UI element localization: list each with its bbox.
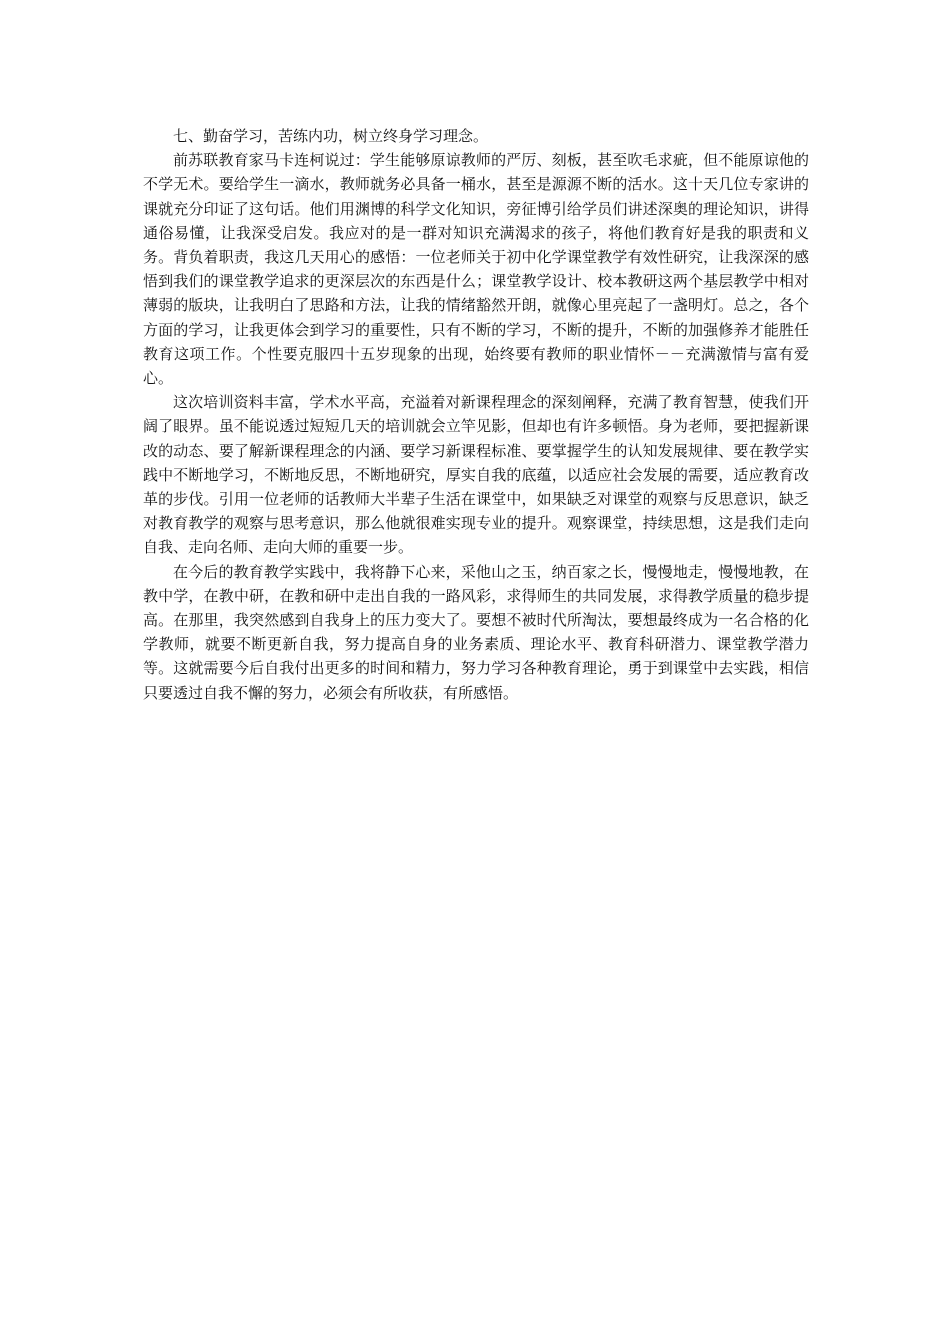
section-heading: 七、勤奋学习，苦练内功，树立终身学习理念。 <box>173 127 489 145</box>
document-body <box>143 124 809 705</box>
paragraph-2: 这次培训资料丰富，学术水平高，充溢着对新课程理念的深刻阐释，充满了教育智慧，使我们开阔了眼界。虽不能说透过短短几天的培训就会立竿见影，但却也有许多顿悟。身为老师，要把握新课改的动态、要了解新课程理念的内涵、要学习新课程标准、要掌握学生的认知发展规律、要在教学实践中不断地学习，不断地反思，不断地研究，厚实自我的底蕴，以适应社会发展的需要，适应教育改革的步伐。引用一位老师的话教师大半辈子生活在课堂中，如果缺乏对课堂的观察与反思意识，缺乏对教育教学的观察与思考意识，那么他就很难实现专业的提升。观察课堂，持续思想，这是我们走向自我、走向名师、走向大师的重要一步。 <box>143 393 809 557</box>
paragraph-1: 前苏联教育家马卡连柯说过：学生能够原谅教师的严厉、刻板，甚至吹毛求疵，但不能原谅他的不学无术。要给学生一滴水，教师就务必具备一桶水，甚至是源源不断的活水。这十天几位专家讲的课就充分印证了这句话。他们用渊博的科学文化知识，旁征博引给学员们讲述深奥的理论知识，讲得通俗易懂，让我深受启发。我应对的是一群对知识充满渴求的孩子，将他们教育好是我的职责和义务。背负着职责，我这几天用心的感悟：一位老师关于初中化学课堂教学有效性研究，让我深深的感悟到我们的课堂教学追求的更深层次的东西是什么；课堂教学设计、校本教研这两个基层教学中相对薄弱的版块，让我明白了思路和方法，让我的情绪豁然开朗，就像心里亮起了一盏明灯。总之，各个方面的学习，让我更体会到学习的重要性，只有不断的学习，不断的提升，不断的加强修养才能胜任教育这项工作。个性要克服四十五岁现象的出现，始终要有教师的职业情怀－－充满激情与富有爱心。 <box>143 151 809 388</box>
paragraph-3: 在今后的教育教学实践中，我将静下心来，采他山之玉，纳百家之长，慢慢地走，慢慢地教，在教中学，在教中研，在教和研中走出自我的一路风彩，求得师生的共同发展，求得教学质量的稳步提高。在那里，我突然感到自我身上的压力变大了。要想不被时代所淘汰，要想最终成为一名合格的化学教师，就要不断更新自我，努力提高自身的业务素质、理论水平、教育科研潜力、课堂教学潜力等。这就需要今后自我付出更多的时间和精力，努力学习各种教育理论，勇于到课堂中去实践，相信只要透过自我不懈的努力，必须会有所收获，有所感悟。 <box>143 562 809 702</box>
